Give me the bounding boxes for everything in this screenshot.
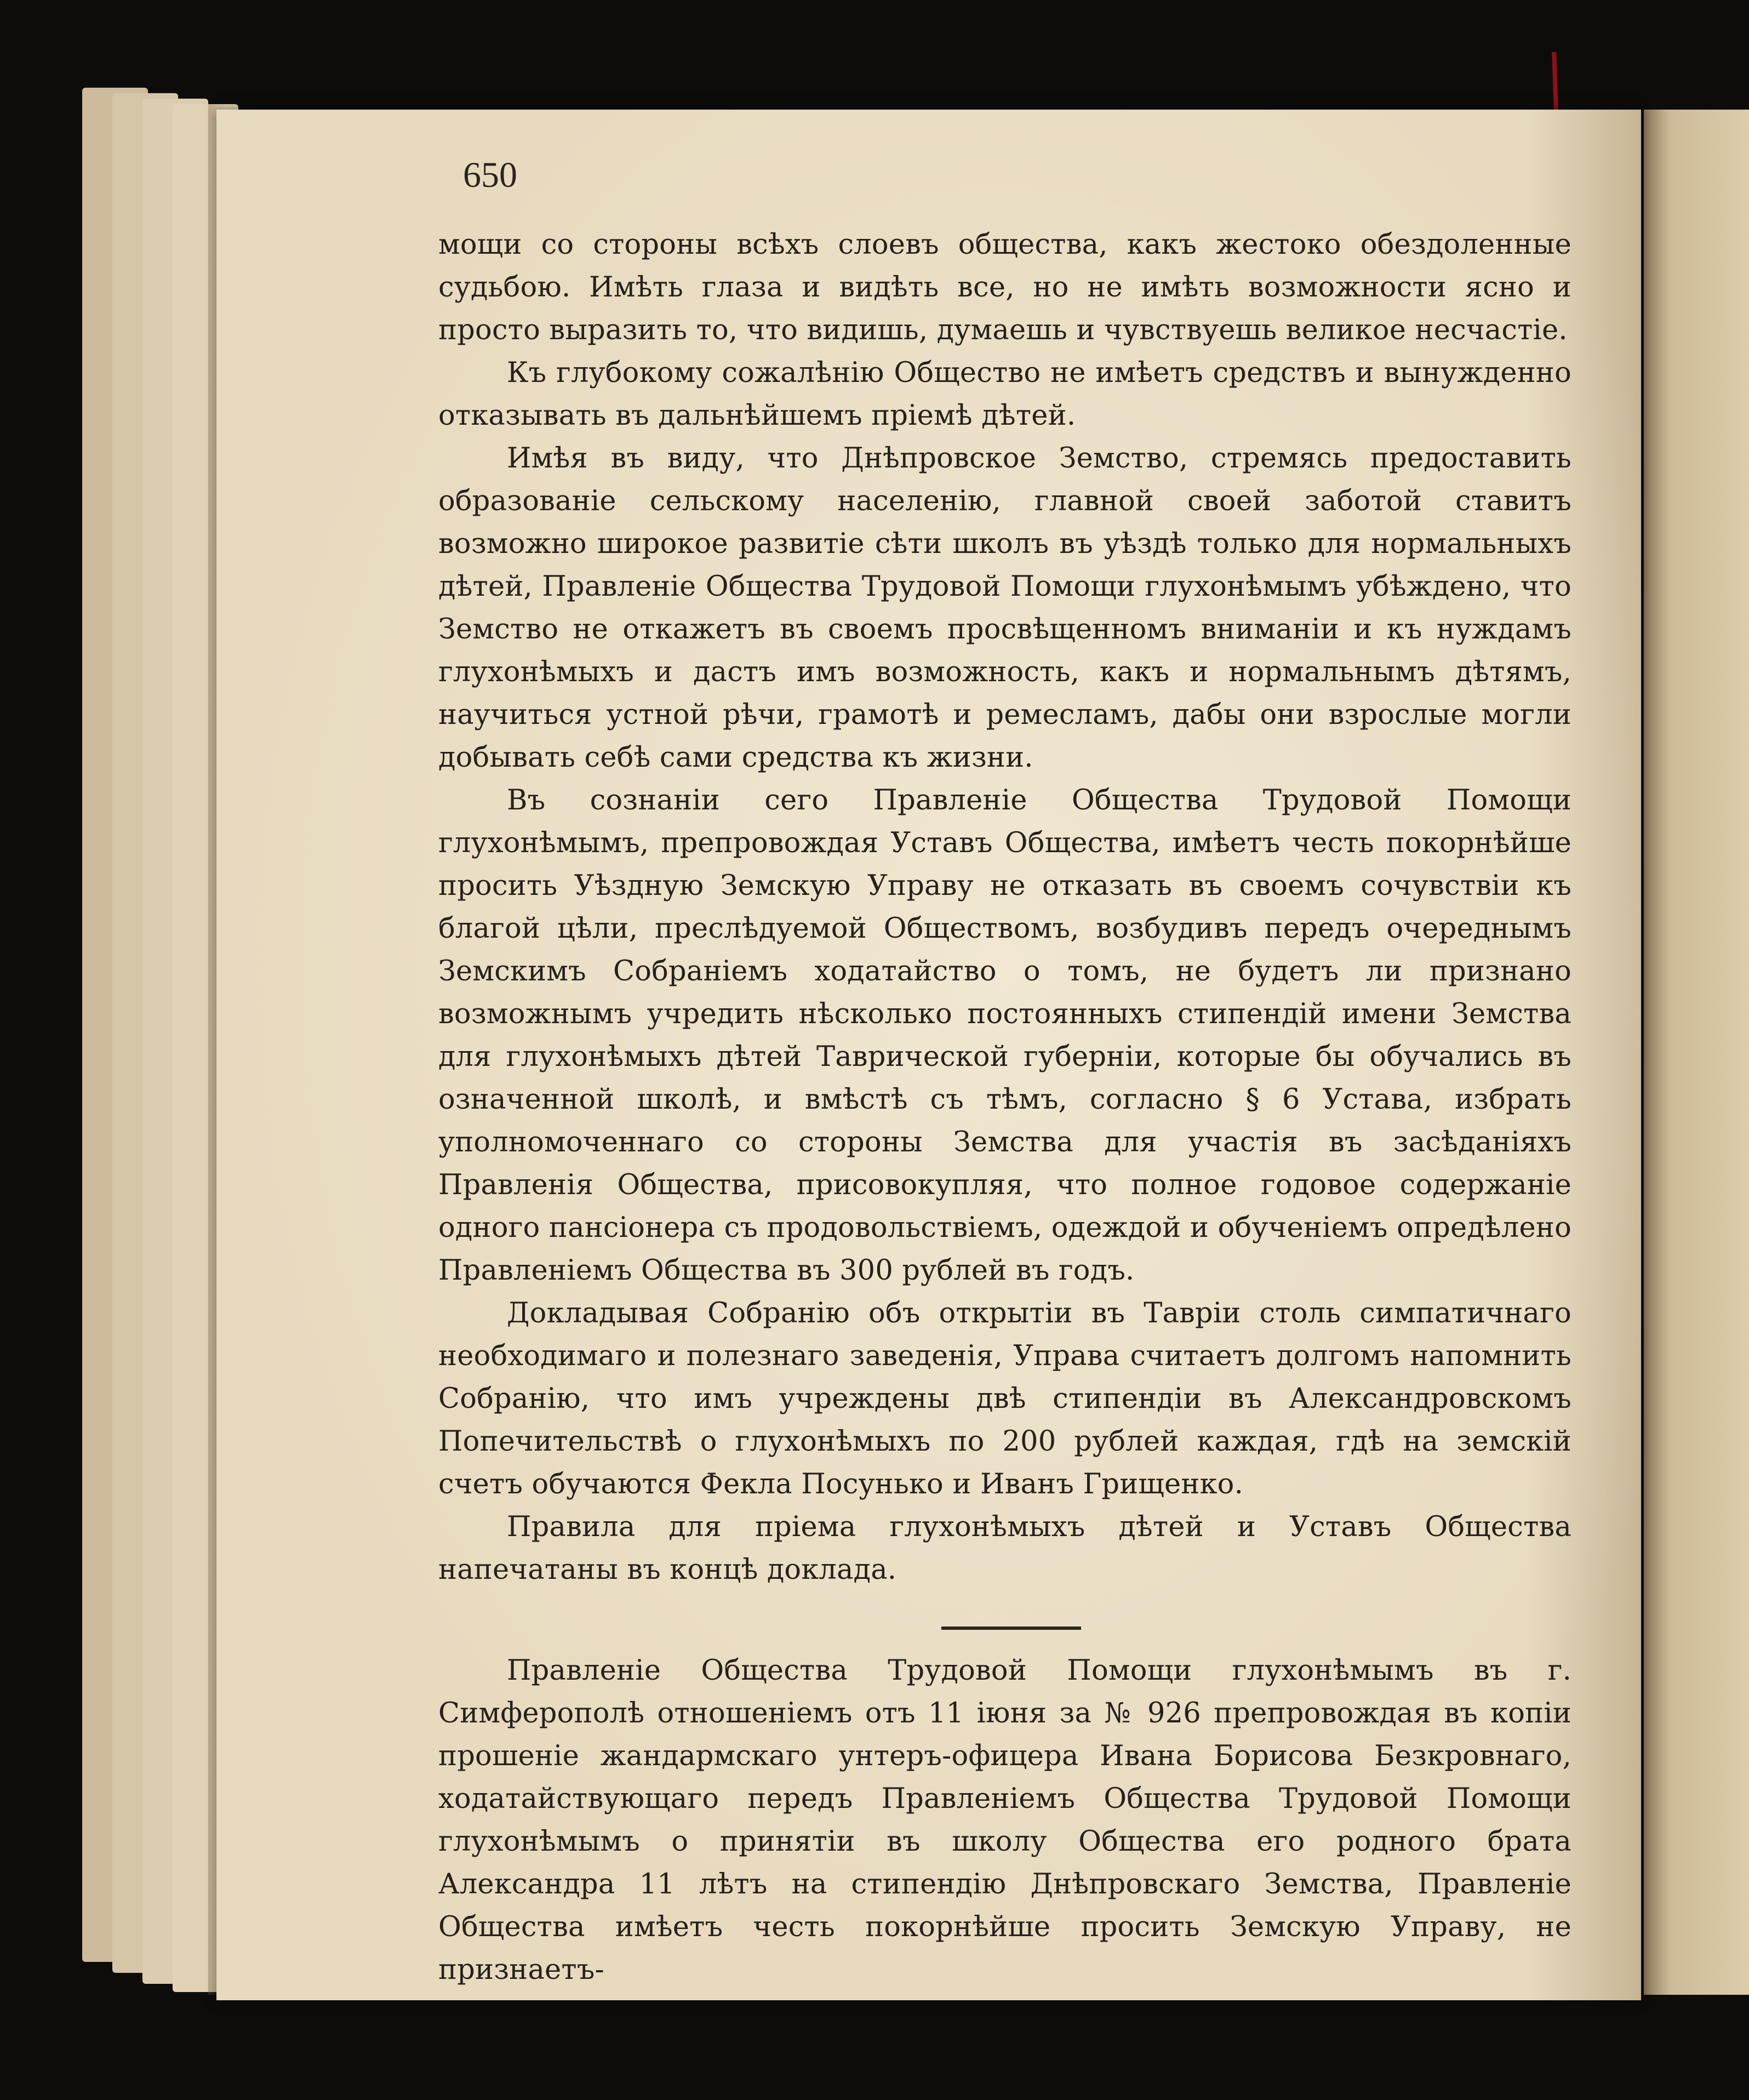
body-text-continued	[438, 1650, 1571, 1991]
paragraph: Къ глубокому сожалѣнію Общество не имѣетъ средствъ и вынужденно отказывать въ дальнѣйшемъ пріемѣ дѣтей.	[438, 357, 1571, 432]
page-number: 650	[463, 155, 517, 195]
paragraph: Имѣя въ виду, что Днѣпровское Земство, стремясь предоставить образованіе сельскому населенію, главной своей заботой ставитъ возможно широкое развитіе сѣти школъ въ уѣздѣ только для нормальныхъ дѣтей, Правленіе Общества Трудовой Помощи глухонѣмымъ убѣждено, что Земство не откажетъ въ своемъ просвѣщенномъ вниманіи и къ нуждамъ глухонѣмыхъ и дастъ имъ возможность, какъ и нормальнымъ дѣтямъ, научиться устной рѣчи, грамотѣ и ремесламъ, дабы они взрослые могли добывать себѣ сами средства къ жизни.	[438, 442, 1571, 774]
paragraph: Правила для пріема глухонѣмыхъ дѣтей и Уставъ Общества напечатаны въ концѣ доклада.	[438, 1511, 1571, 1586]
paragraph: мощи со стороны всѣхъ слоевъ общества, какъ жестоко обездоленные судьбою. Имѣть глаза и видѣть все, но не имѣть возможности ясно и просто выразить то, что видишь, думаешь и чувствуешь великое несчастіе.	[438, 229, 1571, 346]
paragraph: Въ сознаніи сего Правленіе Общества Трудовой Помощи глухонѣмымъ, препровождая Уставъ Общества, имѣетъ честь покорнѣйше просить Уѣздную Земскую Управу не отказать въ своемъ сочувствіи къ благой цѣли, преслѣдуемой Обществомъ, возбудивъ передъ очереднымъ Земскимъ Собраніемъ ходатайство о томъ, не будетъ ли признано возможнымъ учредить нѣсколько постоянныхъ стипендій имени Земства для глухонѣмыхъ дѣтей Таврической губерніи, которые бы обучались въ означенной школѣ, и вмѣстѣ съ тѣмъ, согласно § 6 Устава, избрать уполномоченнаго со стороны Земства для участія въ засѣданіяхъ Правленія Общества, присовокупляя, что полное годовое содержаніе одного пансіонера съ продовольствіемъ, одеждой и обученіемъ опредѣлено Правленіемъ Общества въ 300 рублей въ годъ.	[438, 784, 1571, 1287]
section-divider	[941, 1627, 1081, 1630]
facing-page	[1644, 110, 1749, 1995]
paragraph: Докладывая Собранію объ открытіи въ Тавріи столь симпатичнаго необходимаго и полезнаго заведенія, Управа считаетъ долгомъ напомнить Собранію, что имъ учреждены двѣ стипендіи въ Александровскомъ Попечительствѣ о глухонѣмыхъ по 200 рублей каждая, гдѣ на земскій счетъ обучаются Фекла Посунько и Иванъ Грищенко.	[438, 1297, 1571, 1500]
body-text	[438, 224, 1571, 1591]
paragraph: Правленіе Общества Трудовой Помощи глухонѣмымъ въ г. Симферополѣ отношеніемъ отъ 11 іюня за № 926 препровождая въ копіи прошеніе жандармскаго унтеръ-офицера Ивана Борисова Безкровнаго, ходатайствующаго передъ Правленіемъ Общества Трудовой Помощи глухонѣмымъ о принятіи въ школу Общества его родного брата Александра 11 лѣтъ на стипендію Днѣпровскаго Земства, Правленіе Общества имѣетъ честь покорнѣйше просить Земскую Управу, не признаетъ-	[438, 1654, 1571, 1986]
